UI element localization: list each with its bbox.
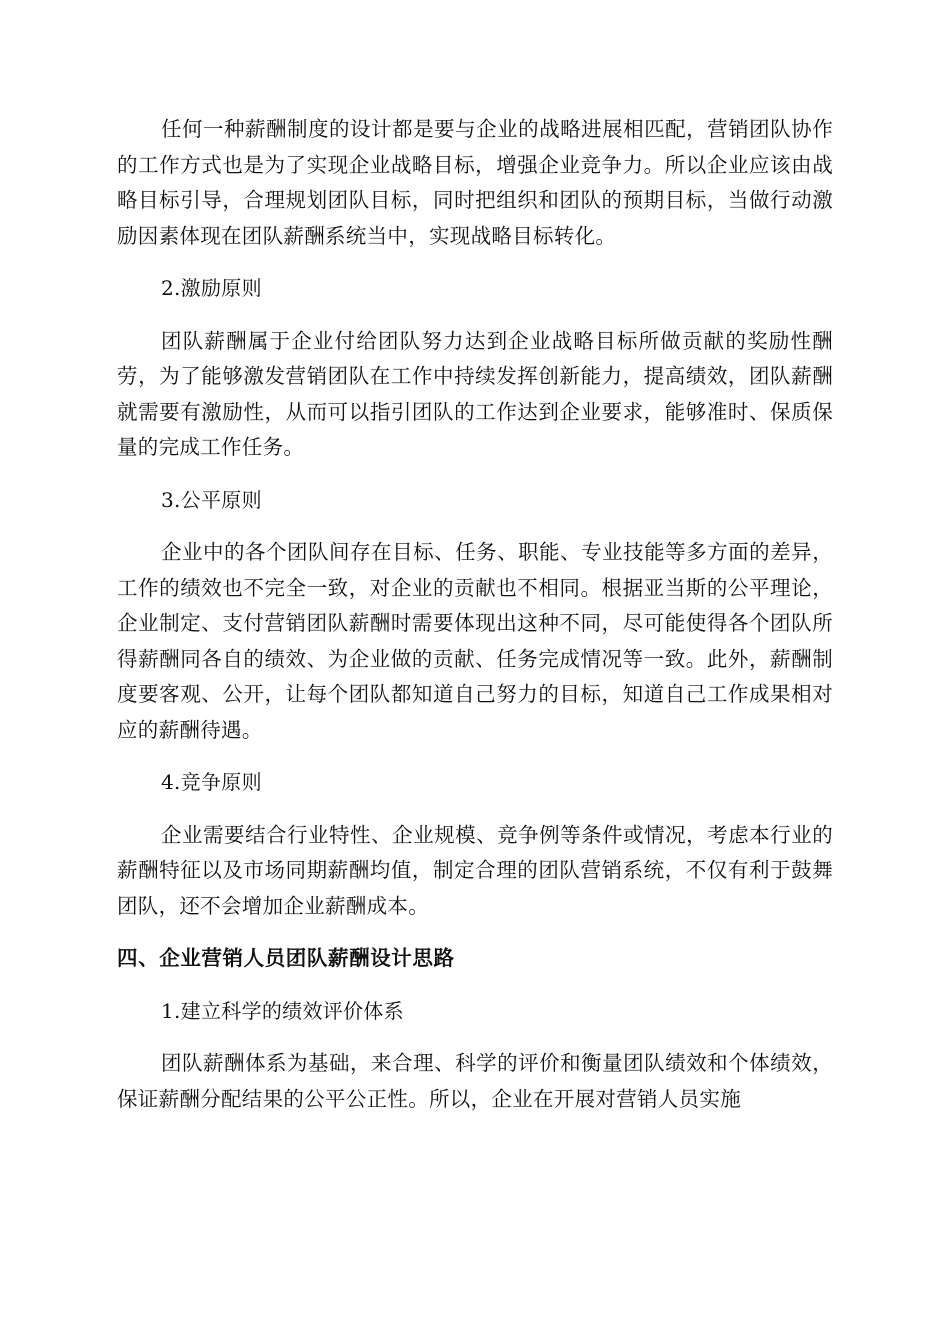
spacer — [117, 977, 833, 994]
subheading-evaluation-system: 1.建立科学的绩效评价体系 — [161, 998, 404, 1023]
subheading-fairness: 3.公平原则 — [161, 487, 262, 512]
paragraph-evaluation-system: 团队薪酬体系为基础，来合理、科学的评价和衡量团队绩效和个体绩效，保证薪酬分配结果的公平公正性。所以，企业在开展对营销人员实施 — [117, 1051, 833, 1111]
subheading-incentive: 2.激励原则 — [161, 276, 262, 300]
spacer — [117, 254, 833, 271]
document-body — [117, 112, 833, 1117]
spacer — [117, 518, 833, 535]
spacer — [117, 748, 833, 765]
section-heading: 四、企业营销人员团队薪酬设计思路 — [117, 946, 455, 970]
subheading-competition: 4.竞争原则 — [161, 770, 262, 794]
paragraph-competition: 企业需要结合行业特性、企业规模、竞争例等条件或情况，考虑本行业的薪酬特征以及市场同期薪酬均值，制定合理的团队营销系统，不仅有利于鼓舞团队，还不会增加企业薪酬成本。 — [117, 822, 833, 918]
spacer — [117, 466, 833, 483]
spacer — [117, 924, 833, 941]
spacer — [117, 307, 833, 324]
spacer — [117, 801, 833, 818]
paragraph-fairness: 企业中的各个团队间存在目标、任务、职能、专业技能等多方面的差异，工作的绩效也不完全一致，对企业的贡献也不相同。根据亚当斯的公平理论，企业制定、支付营销团队薪酬时需要体现出这种不同，尽可能使得各个团队所得薪酬同各自的绩效、为企业做的贡献、任务完成情况等一致。此外，薪酬制度要客观、公开，让每个团队都知道自己努力的目标，知道自己工作成果相对应的薪酬待遇。 — [117, 540, 833, 742]
spacer — [117, 1029, 833, 1046]
paragraph-strategy: 任何一种薪酬制度的设计都是要与企业的战略进展相匹配，营销团队协作的工作方式也是为了实现企业战略目标，增强企业竞争力。所以企业应该由战略目标引导，合理规划团队目标，同时把组织和团队的预期目标，当做行动激励因素体现在团队薪酬系统当中，实现战略目标转化。 — [117, 117, 833, 248]
paragraph-incentive: 团队薪酬属于企业付给团队努力达到企业战略目标所做贡献的奖励性酬劳，为了能够激发营销团队在工作中持续发挥创新能力，提高绩效，团队薪酬就需要有激励性，从而可以指引团队的工作达到企业要求，能够准时、保质保量的完成工作任务。 — [117, 328, 833, 459]
